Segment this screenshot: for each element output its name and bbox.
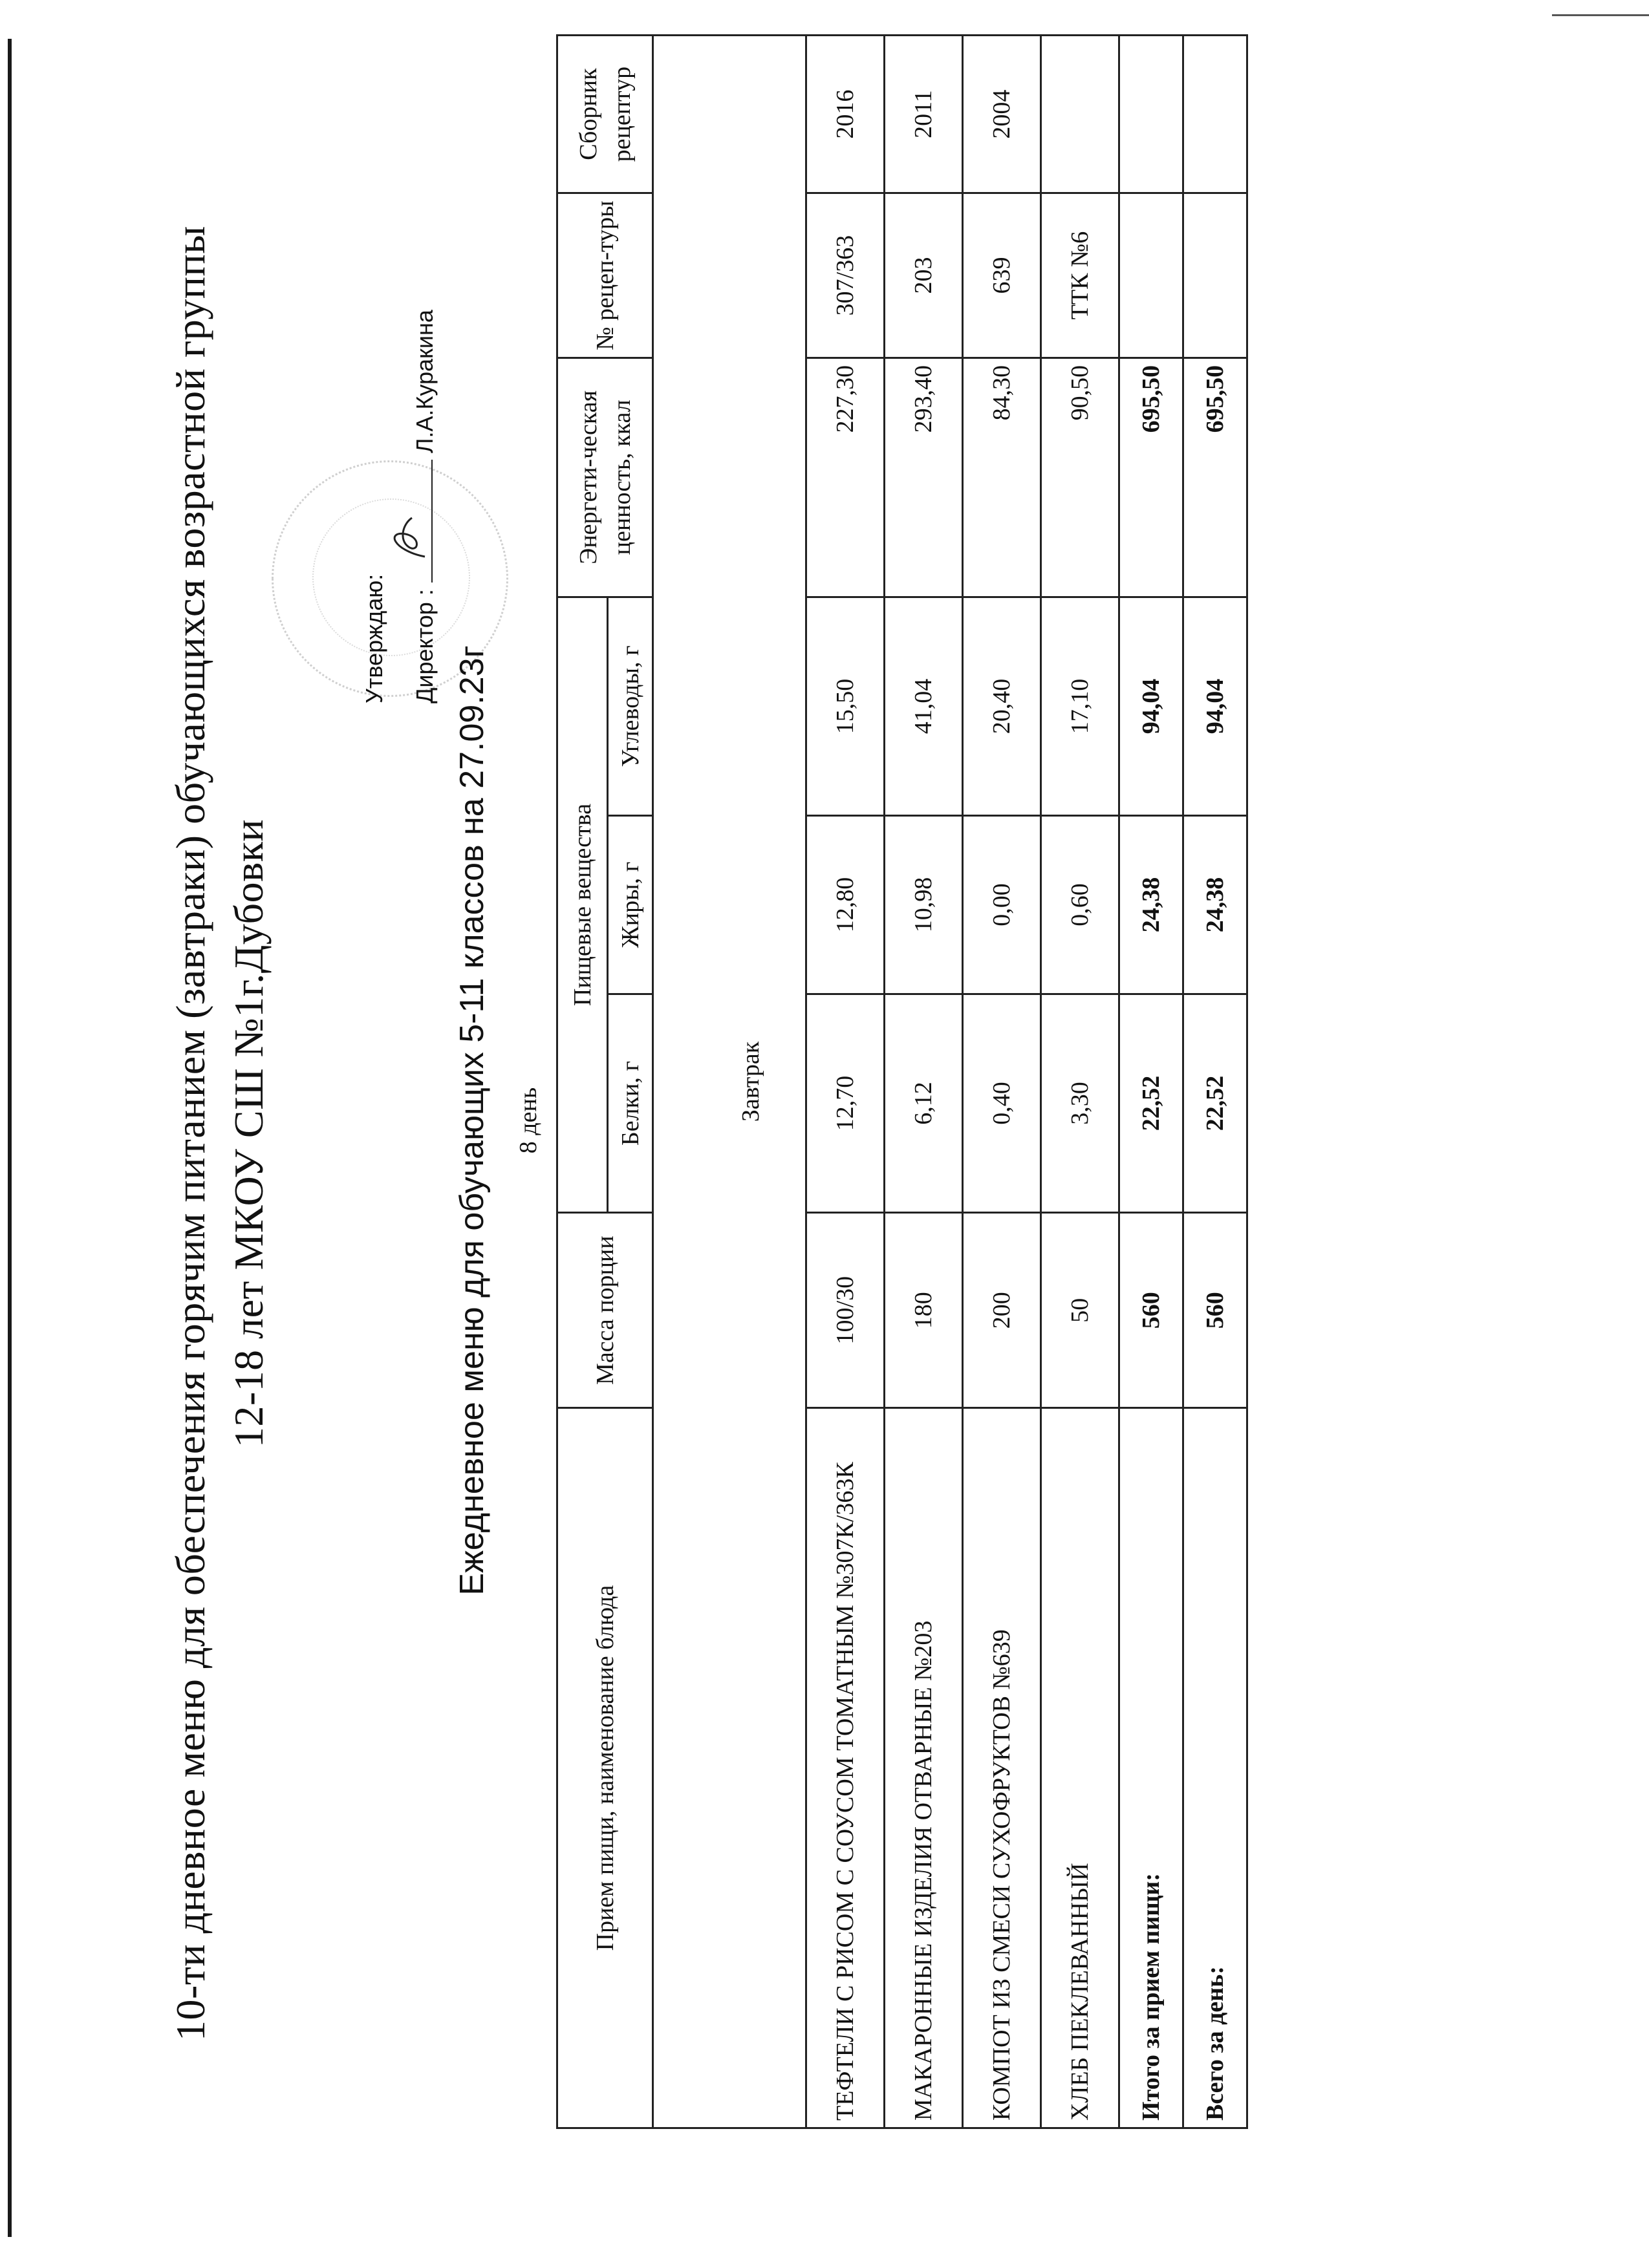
title-line-1: 10-ти дневное меню для обеспечения горячим питанием (завтраки) обучающихся возрастной группы [167, 226, 213, 2041]
dish-protein: 3,30 [1041, 994, 1119, 1212]
total-fat: 24,38 [1183, 816, 1247, 994]
header-recipe-no: № рецеп-туры [557, 193, 653, 358]
section-title: Завтрак [653, 36, 806, 2128]
header-collection: Сборник рецептур [557, 36, 653, 193]
total-row-meal [1119, 36, 1183, 2128]
dish-recipe: 203 [885, 193, 963, 358]
header-mass: Масса порции [557, 1213, 653, 1408]
dish-collection: 2004 [963, 36, 1041, 193]
document-title [162, 115, 278, 2152]
header-carbs: Углеводы, г [608, 597, 653, 815]
signature [412, 460, 433, 583]
total-recipe-empty [1183, 193, 1247, 358]
dish-collection: 2011 [885, 36, 963, 193]
dish-fat: 0,00 [963, 816, 1041, 994]
dish-mass: 50 [1041, 1213, 1119, 1408]
dish-energy: 90,50 [1041, 358, 1119, 597]
total-row-day [1183, 36, 1247, 2128]
dish-carbs: 20,40 [963, 597, 1041, 815]
day-label: 8 день [515, 1087, 542, 1154]
dish-carbs: 41,04 [885, 597, 963, 815]
dish-energy: 293,40 [885, 358, 963, 597]
dish-recipe: 307/363 [806, 193, 885, 358]
dish-energy: 227,30 [806, 358, 885, 597]
director-name: Л.А.Куракина [411, 310, 438, 454]
dish-collection: 2016 [806, 36, 885, 193]
header-fat: Жиры, г [608, 816, 653, 994]
table-row [885, 36, 963, 2128]
dish-fat: 0,60 [1041, 816, 1119, 994]
total-label: Всего за день: [1183, 1408, 1247, 2128]
total-label: Итого за прием пищи: [1119, 1408, 1183, 2128]
total-recipe-empty [1119, 193, 1183, 358]
dish-recipe: ТТК №6 [1041, 193, 1119, 358]
approval-label: Утверждаю: [361, 573, 387, 703]
dish-protein: 6,12 [885, 994, 963, 1212]
header-nutrients: Пищевые вещества [557, 597, 608, 1213]
dish-recipe: 639 [963, 193, 1041, 358]
dish-name: ХЛЕБ ПЕКЛЕВАННЫЙ [1041, 1408, 1119, 2128]
menu-table [556, 34, 1248, 2129]
total-energy: 695,50 [1119, 358, 1183, 597]
dish-name: ТЕФТЕЛИ С РИСОМ С СОУСОМ ТОМАТНЫМ №307К/363К [806, 1408, 885, 2128]
header-protein: Белки, г [608, 994, 653, 1212]
dish-mass: 180 [885, 1213, 963, 1408]
total-mass: 560 [1119, 1213, 1183, 1408]
total-protein: 22,52 [1119, 994, 1183, 1212]
dish-carbs: 15,50 [806, 597, 885, 815]
dish-carbs: 17,10 [1041, 597, 1119, 815]
total-carbs: 94,04 [1119, 597, 1183, 815]
total-fat: 24,38 [1119, 816, 1183, 994]
total-collection-empty [1119, 36, 1183, 193]
total-carbs: 94,04 [1183, 597, 1247, 815]
total-energy: 695,50 [1183, 358, 1247, 597]
dish-fat: 12,80 [806, 816, 885, 994]
table-row [1041, 36, 1119, 2128]
dish-mass: 200 [963, 1213, 1041, 1408]
director-label: Директор : [411, 589, 438, 703]
dish-name: МАКАРОННЫЕ ИЗДЕЛИЯ ОТВАРНЫЕ №203 [885, 1408, 963, 2128]
dish-fat: 10,98 [885, 816, 963, 994]
total-protein: 22,52 [1183, 994, 1247, 1212]
dish-protein: 12,70 [806, 994, 885, 1212]
header-name: Прием пищи, наименование блюда [557, 1408, 653, 2128]
approval-block [349, 57, 450, 703]
dish-protein: 0,40 [963, 994, 1041, 1212]
table-row [963, 36, 1041, 2128]
total-collection-empty [1183, 36, 1247, 193]
header-energy: Энергети-ческая ценность, ккал [557, 358, 653, 597]
dish-energy: 84,30 [963, 358, 1041, 597]
table-row [806, 36, 885, 2128]
dish-mass: 100/30 [806, 1213, 885, 1408]
title-line-2: 12-18 лет МКОУ СШ №1г.Дубовки [226, 818, 272, 1448]
director-line [400, 57, 450, 703]
dish-name: КОМПОТ ИЗ СМЕСИ СУХОФРУКТОВ №639 [963, 1408, 1041, 2128]
menu-subtitle: Ежедневное меню для обучающих 5-11 классов на 27.09.23г [453, 645, 491, 1596]
dish-collection [1041, 36, 1119, 193]
total-mass: 560 [1183, 1213, 1247, 1408]
